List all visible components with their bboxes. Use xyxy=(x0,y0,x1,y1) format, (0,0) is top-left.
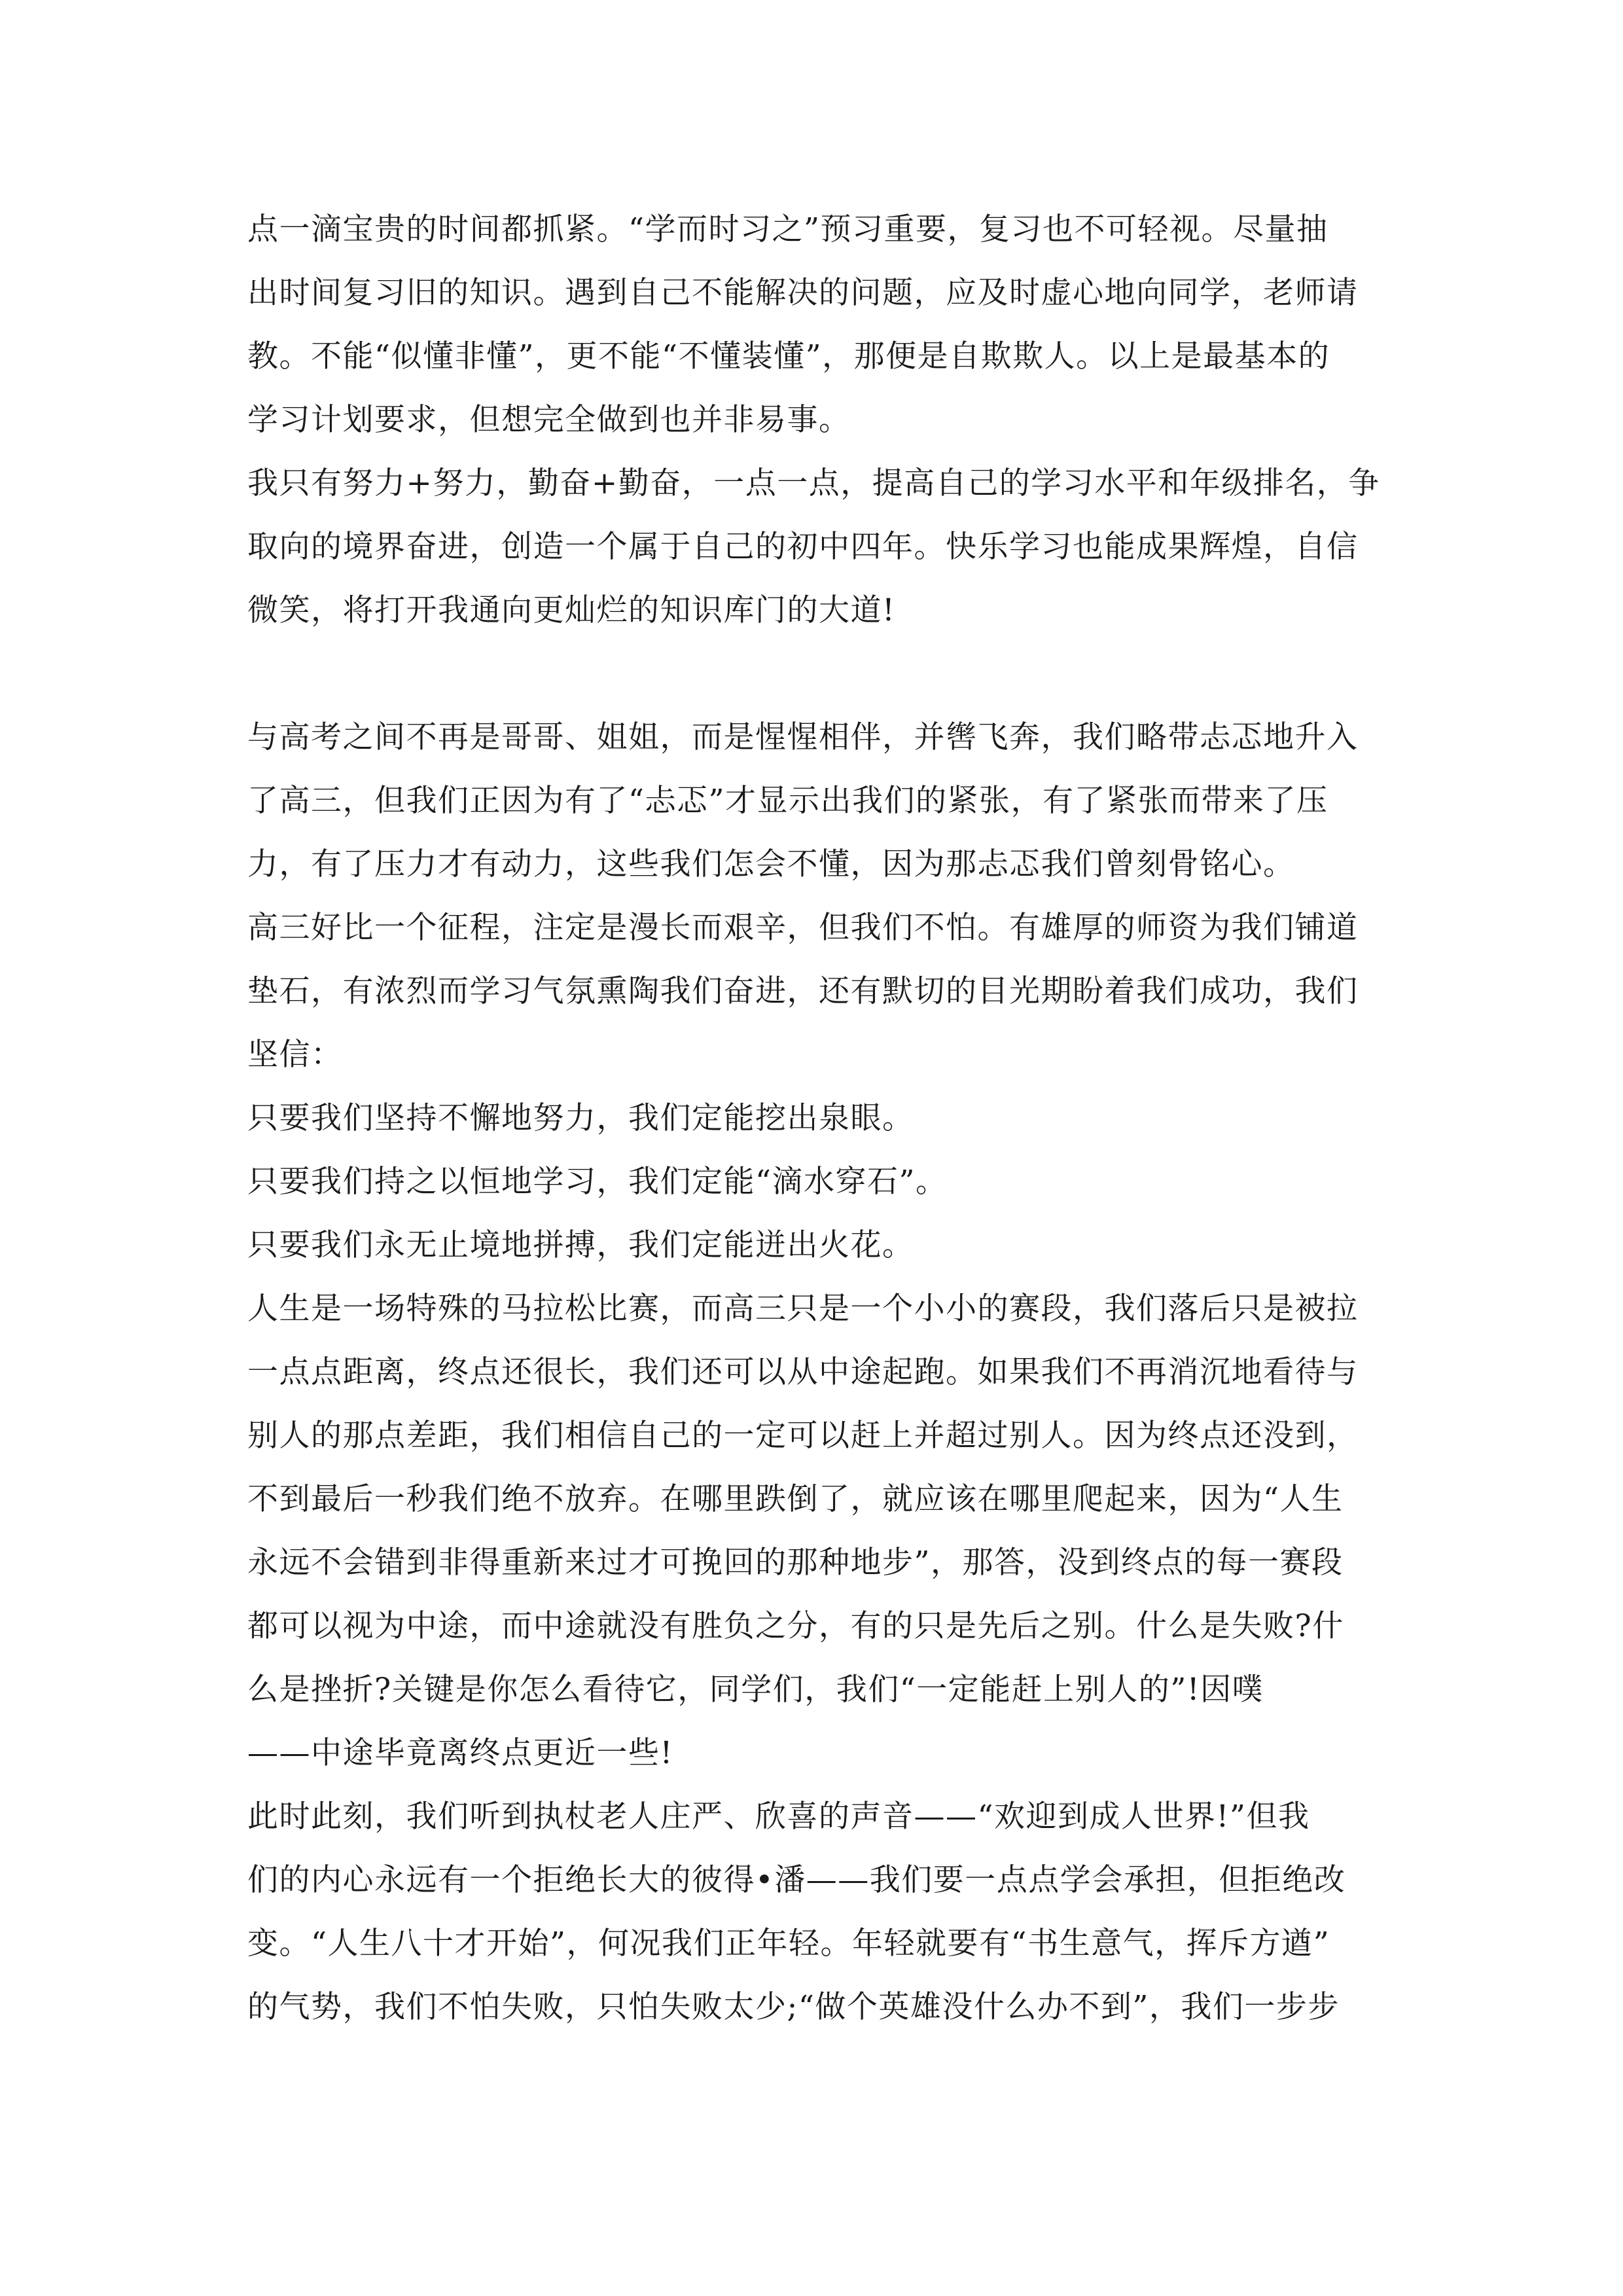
text-line: 不到最后一秒我们绝不放弃。在哪里跌倒了，就应该在哪里爬起来，因为“人生 xyxy=(247,1481,1344,1517)
text-line: 只要我们永无止境地拼搏，我们定能迸出火花。 xyxy=(247,1227,914,1263)
text-line: 学习计划要求，但想完全做到也并非易事。 xyxy=(247,402,851,438)
text-line: 们的内心永远有一个拒绝长大的彼得•潘——我们要一点点学会承担，但拒绝改 xyxy=(247,1862,1346,1898)
text-line: 么是挫折?关键是你怎么看待它，同学们，我们“一定能赶上别人的”!因噗 xyxy=(247,1672,1264,1708)
text-line: 垫石，有浓烈而学习气氛熏陶我们奋进，还有默切的目光期盼着我们成功，我们 xyxy=(247,973,1359,1009)
text-line: 人生是一场特殊的马拉松比赛，而高三只是一个小小的赛段，我们落后只是被拉 xyxy=(247,1291,1359,1327)
text-line: 都可以视为中途，而中途就没有胜负之分，有的只是先后之别。什么是失败?什 xyxy=(247,1608,1344,1644)
text-line: 永远不会错到非得重新来过才可挽回的那种地步”，那答，没到终点的每一赛段 xyxy=(247,1545,1344,1581)
text-line: 出时间复习旧的知识。遇到自己不能解决的问题，应及时虚心地向同学，老师请 xyxy=(247,275,1359,311)
text-line: 与高考之间不再是哥哥、姐姐，而是惺惺相伴，并辔飞奔，我们略带忐忑地升入 xyxy=(247,719,1359,755)
text-line: ——中途毕竟离终点更近一些! xyxy=(247,1735,673,1771)
text-line: 高三好比一个征程，注定是漫长而艰辛，但我们不怕。有雄厚的师资为我们铺道 xyxy=(247,910,1359,946)
text-line: 我只有努力+努力，勤奋+勤奋，一点一点，提高自己的学习水平和年级排名，争 xyxy=(247,465,1380,501)
text-line: 力，有了压力才有动力，这些我们怎会不懂，因为那忐忑我们曾刻骨铭心。 xyxy=(247,846,1295,882)
text-line: 坚信： xyxy=(247,1037,343,1073)
text-line: 只要我们持之以恒地学习，我们定能“滴水穿石”。 xyxy=(247,1164,948,1200)
text-line: 了高三，但我们正因为有了“忐忑”才显示出我们的紧张，有了紧张而带来了压 xyxy=(247,783,1329,819)
text-line: 教。不能“似懂非懂”，更不能“不懂装懂”，那便是自欺欺人。以上是最基本的 xyxy=(247,338,1330,374)
text-line: 一点点距离，终点还很长，我们还可以从中途起跑。如果我们不再消沉地看待与 xyxy=(247,1354,1359,1390)
text-line: 点一滴宝贵的时间都抓紧。“学而时习之”预习重要，复习也不可轻视。尽量抽 xyxy=(247,211,1329,247)
text-line: 变。“人生八十才开始”，何况我们正年轻。年轻就要有“书生意气，挥斥方遒” xyxy=(247,1926,1330,1962)
text-line: 的气势，我们不怕失败，只怕失败太少;“做个英雄没什么办不到”，我们一步步 xyxy=(247,1989,1340,2025)
section-2 xyxy=(247,706,1386,2039)
text-line: 此时此刻，我们听到执杖老人庄严、欣喜的声音——“欢迎到成人世界!”但我 xyxy=(247,1799,1310,1835)
section-1 xyxy=(247,198,1386,642)
text-line: 只要我们坚持不懈地努力，我们定能挖出泉眼。 xyxy=(247,1100,914,1136)
text-line: 别人的那点差距，我们相信自己的一定可以赶上并超过别人。因为终点还没到， xyxy=(247,1418,1359,1454)
text-line: 取向的境界奋进，创造一个属于自己的初中四年。快乐学习也能成果辉煌，自信 xyxy=(247,529,1359,565)
text-line: 微笑，将打开我通向更灿烂的知识库门的大道! xyxy=(247,592,896,628)
